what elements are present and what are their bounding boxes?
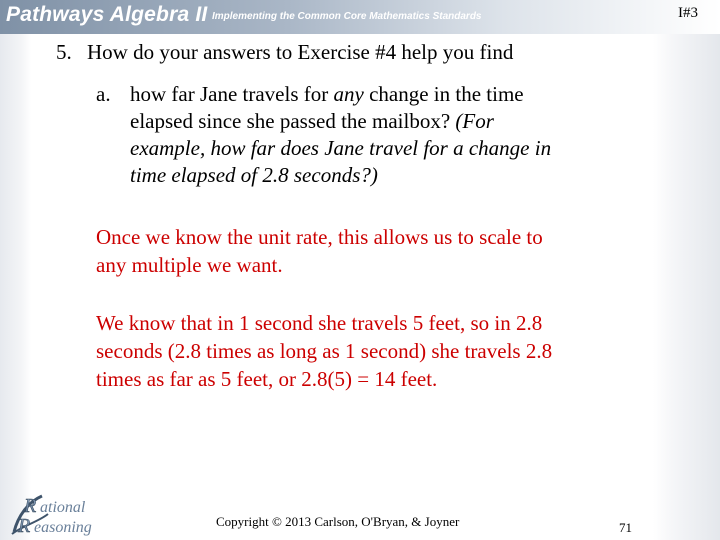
subquestion-example: time elapsed of 2.8 seconds?) xyxy=(130,163,378,187)
answer-line: seconds (2.8 times as long as 1 second) she travels 2.8 xyxy=(96,339,553,363)
subquestion-text: how far Jane travels for xyxy=(130,82,334,106)
question xyxy=(56,40,513,65)
svg-text:R: R xyxy=(24,495,37,517)
header-bar xyxy=(0,0,720,34)
subquestion-line-2 xyxy=(96,108,636,135)
subquestion xyxy=(96,81,636,189)
subquestion-line-3 xyxy=(96,135,636,162)
subquestion-line-1 xyxy=(96,81,636,108)
answer-line: We know that in 1 second she travels 5 feet, so in 2.8 xyxy=(96,311,543,335)
header-title: Pathways Algebra II xyxy=(6,3,208,26)
header-subtitle: Implementing the Common Core Mathematics Standards xyxy=(212,11,482,22)
svg-text:ational: ational xyxy=(40,499,86,516)
svg-text:easoning: easoning xyxy=(34,519,92,536)
subquestion-line-4 xyxy=(96,162,636,189)
page-number: 71 xyxy=(619,520,632,535)
answer-paragraph-1 xyxy=(96,223,656,279)
subquestion-text: elapsed since she passed the mailbox? xyxy=(130,109,456,133)
answer-line: any multiple we want. xyxy=(96,253,283,277)
subquestion-emphasis: any xyxy=(333,82,364,106)
slide-code: I#3 xyxy=(678,5,698,21)
copyright-notice: Copyright © 2013 Carlson, O'Bryan, & Joyner xyxy=(216,514,460,529)
answer-paragraph-2 xyxy=(96,309,656,393)
right-decorative-stripe xyxy=(653,34,720,540)
svg-text:R: R xyxy=(18,515,31,536)
rational-reasoning-logo xyxy=(8,492,128,536)
question-number: 5. xyxy=(56,40,72,64)
subquestion-text: change in the time xyxy=(363,82,524,106)
answer-line: times as far as 5 feet, or 2.8(5) = 14 feet. xyxy=(96,367,438,391)
subquestion-example: example, how far does Jane travel for a change in xyxy=(130,136,552,160)
subquestion-example: (For xyxy=(455,109,494,133)
question-text: How do your answers to Exercise #4 help you find xyxy=(87,40,514,64)
left-decorative-stripe xyxy=(0,34,31,540)
answer-line: Once we know the unit rate, this allows us to scale to xyxy=(96,225,543,249)
subquestion-label: a. xyxy=(96,82,111,106)
